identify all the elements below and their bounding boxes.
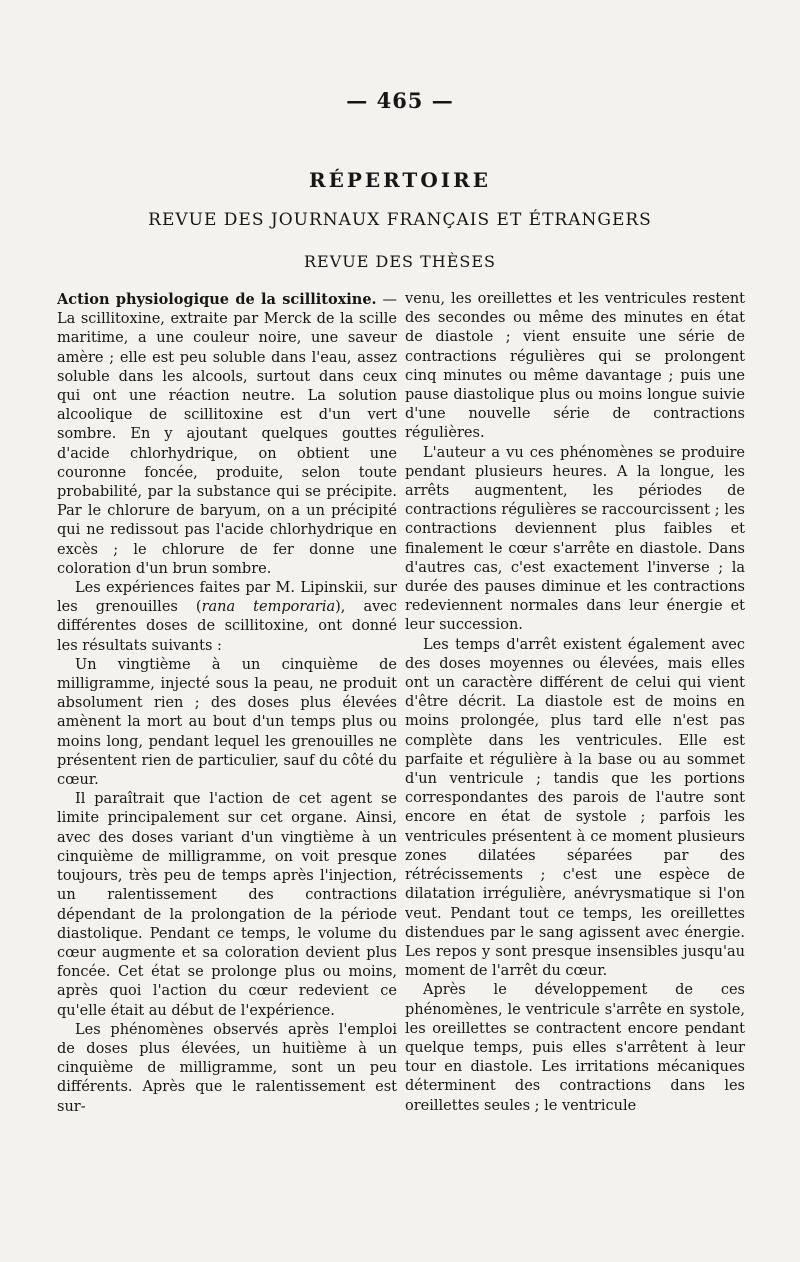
subtitle: REVUE DES JOURNAUX FRANÇAIS ET ÉTRANGERS [148,210,652,230]
paragraph [57,290,397,579]
paragraph: Les temps d'arrêt existent également avec des doses moyennes ou élevées, mais elles ont un caractère différent de celui qui vient d'être décrit. La diastole est de moins en moins prolongée, plus tard elle n'est pas complète dans les ventricules. Elle est parfaite et régulière à la base ou au sommet d'un ventricule ; tandis que les portions correspondantes des parois de l'autre sont encore en état de systole ; parfois les ventricules présentent à ce moment plusieurs zones dilatées séparées par des rétrécissements ; c'est une espèce de dilatation irrégulière, anévrysmatique si l'on veut. Pendant tout ce temps, les oreillettes distendues par le sang agissent avec énergie. Les repos y sont presque insensibles jusqu'au moment de l'arrêt du cœur. [405,636,745,980]
species-name: rana temporaria [201,599,336,616]
paragraph-text: ), avec différentes doses de scillitoxine, ont donné les résultats suivants : [57,599,397,654]
paragraph [57,579,397,656]
subsection-title: REVUE DES THÈSES [304,252,496,271]
paragraph: L'auteur a vu ces phénomènes se produire pendant plusieurs heures. A la longue, les arrêts augmentent, les périodes de contractions régulières se raccourcissent ; les contractions deviennent plus faibles et finalement le cœur s'arrête en diastole. Dans d'autres cas, c'est exactement l'inverse ; la durée des pauses diminue et les contractions redeviennent normales dans leur énergie et leur succession. [405,444,745,634]
article-heading: Action physiologique de la scillitoxine. [57,291,377,308]
paragraph: venu, les oreillettes et les ventricules restent des secondes ou même des minutes en état de diastole ; vient ensuite une série de contractions régulières qui se prolongent cinq minutes ou même davantage ; puis une pause diastolique plus ou moins longue suivie d'une nouvelle série de contractions régulières. [405,291,745,442]
paragraph: Les phénomènes observés après l'emploi de doses plus élevées, un huitième à un cinquième de milligramme, sont un peu différents. Après que le ralentissement est sur- [57,1021,397,1115]
paragraph-text: — La scillitoxine, extraite par Merck de la scille maritime, a une couleur noire, une saveur amère ; elle est peu soluble dans l'eau, assez soluble dans les alcools, surtout dans ceux qui ont une réaction neutre. La solution alcoolique de scillitoxine est d'un vert sombre. En y ajoutant quelques gouttes d'acide chlorhydrique, on obtient une couronne foncée, produite, selon toute probabilité, par la substance qui se précipite. Par le chlorure de baryum, on a un précipité qui ne redissout pas l'acide chlorhydrique en excès ; le chlorure de fer donne une coloration d'un brun sombre. [57,292,397,577]
paragraph: Il paraîtrait que l'action de cet agent se limite principalement sur cet organe. Ainsi, avec des doses variant d'un vingtième à un cinquième de milligramme, on voit presque toujours, très peu de temps après l'injection, un ralentissement des contractions dépendant de la prolongation de la période diastolique. Pendant ce temps, le volume du cœur augmente et sa coloration devient plus foncée. Cet état se prolonge plus ou moins, après quoi l'action du cœur redevient ce qu'elle était au début de l'expérience. [57,791,397,1019]
paragraph: Après le développement de ces phénomènes, le ventricule s'arrête en systole, les oreillettes se contractent encore pendant quelque temps, puis elles s'arrêtent à leur tour en diastole. Les irritations mécaniques déterminent des contractions dans les oreillettes seules ; le ventricule [405,982,745,1114]
right-column [405,290,745,1245]
left-column [57,290,397,1245]
section-title: RÉPERTOIRE [309,168,491,192]
paragraph-text: Les expériences faites par M. Lipinskii, sur les grenouilles ( [57,580,397,616]
paragraph: Un vingtième à un cinquième de milligramme, injecté sous la peau, ne produit absolument rien ; des doses plus élevées amènent la mort au bout d'un temps plus ou moins long, pendant lequel les grenouilles ne présentent rien de particulier, sauf du côté du cœur. [57,656,397,789]
page-number: — 465 — [346,88,454,113]
